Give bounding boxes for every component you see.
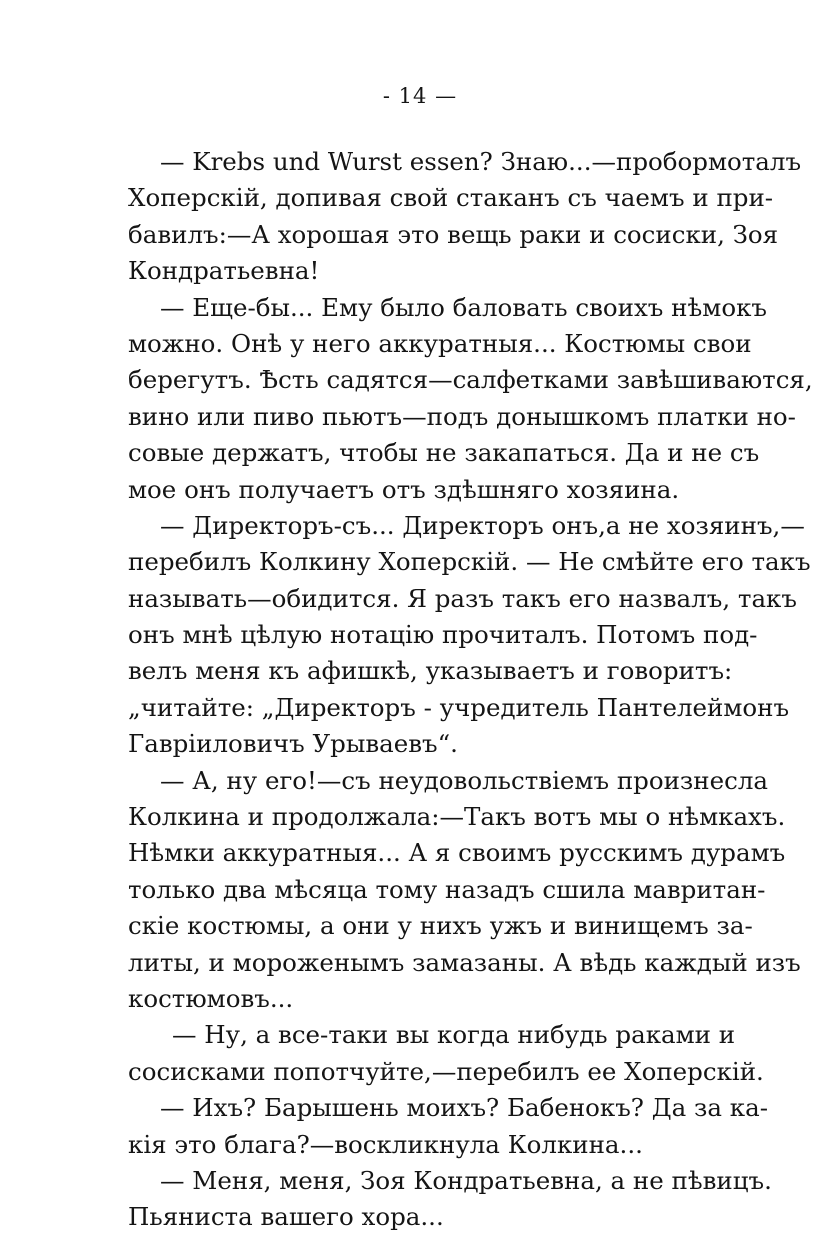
text-line: — Меня, меня, Зоя Кондратьевна, а не пѣвицъ. — [160, 1165, 772, 1195]
text-line: бавилъ:—А хорошая это вещь раки и сосиски, Зоя — [128, 219, 779, 249]
text-line: — Krebs und Wurst essen? Знаю...—пробормоталъ — [160, 147, 802, 176]
body-text — [128, 144, 813, 1236]
text-line: мое онъ получаетъ отъ здѣшняго хозяина. — [128, 474, 680, 504]
text-line: только два мѣсяца тому назадъ сшила мавритан- — [128, 874, 766, 904]
text-line: Гавріиловичъ Урываевъ“. — [128, 729, 458, 759]
text-line: велъ меня къ афишкѣ, указываетъ и говоритъ: — [128, 656, 733, 686]
text-line: Хоперскій, допивая свой стаканъ съ чаемъ и при- — [128, 183, 774, 213]
text-line: называть—обидится. Я разъ такъ его назвалъ, такъ — [128, 583, 797, 613]
text-line: Пьяниста вашего хора... — [128, 1202, 444, 1232]
text-line: сосисками попотчуйте,—перебилъ ее Хоперскій. — [128, 1056, 764, 1086]
text-line: — Еще-бы... Ему было баловать своихъ нѣмокъ — [160, 292, 767, 322]
text-line: Нѣмки аккуратныя... А я своимъ русскимъ дурамъ — [128, 838, 786, 868]
text-line: онъ мнѣ цѣлую нотацію прочиталъ. Потомъ под- — [128, 620, 758, 650]
text-line: — Ну, а все-таки вы когда нибудь раками и — [172, 1020, 736, 1050]
text-line: Колкина и продолжала:—Такъ вотъ мы о нѣмкахъ. — [128, 802, 786, 832]
page-number: - 14 — — [382, 84, 458, 108]
text-line: литы, и мороженымъ замазаны. А вѣдь каждый изъ — [128, 947, 801, 977]
text-line: — Ихъ? Барышень моихъ? Бабенокъ? Да за ка- — [160, 1093, 769, 1123]
text-line: костюмовъ... — [128, 983, 294, 1013]
text-line: кія это блага?—воскликнула Колкина... — [128, 1129, 643, 1159]
text-line: вино или пиво пьютъ—подъ донышкомъ платки но- — [128, 401, 796, 431]
text-line: Кондратьевна! — [128, 256, 320, 286]
text-line: берегутъ. Ѣсть садятся—салфетками завѣшиваются, — [128, 365, 813, 395]
text-line: „читайте: „Директоръ - учредитель Пантелеймонъ — [128, 692, 790, 722]
text-line: совые держатъ, чтобы не закапаться. Да и не съ — [128, 438, 760, 468]
text-line: скіе костюмы, а они у нихъ ужъ и винищемъ за- — [128, 911, 753, 941]
text-line: — А, ну его!—съ неудовольствіемъ произнесла — [160, 765, 769, 795]
text-line: можно. Онѣ у него аккуратныя... Костюмы свои — [128, 328, 752, 358]
text-line: — Директоръ-съ... Директоръ онъ,а не хозяинъ,— — [160, 510, 805, 540]
text-line: перебилъ Колкину Хоперскій. — Не смѣйте его такъ — [128, 547, 811, 577]
